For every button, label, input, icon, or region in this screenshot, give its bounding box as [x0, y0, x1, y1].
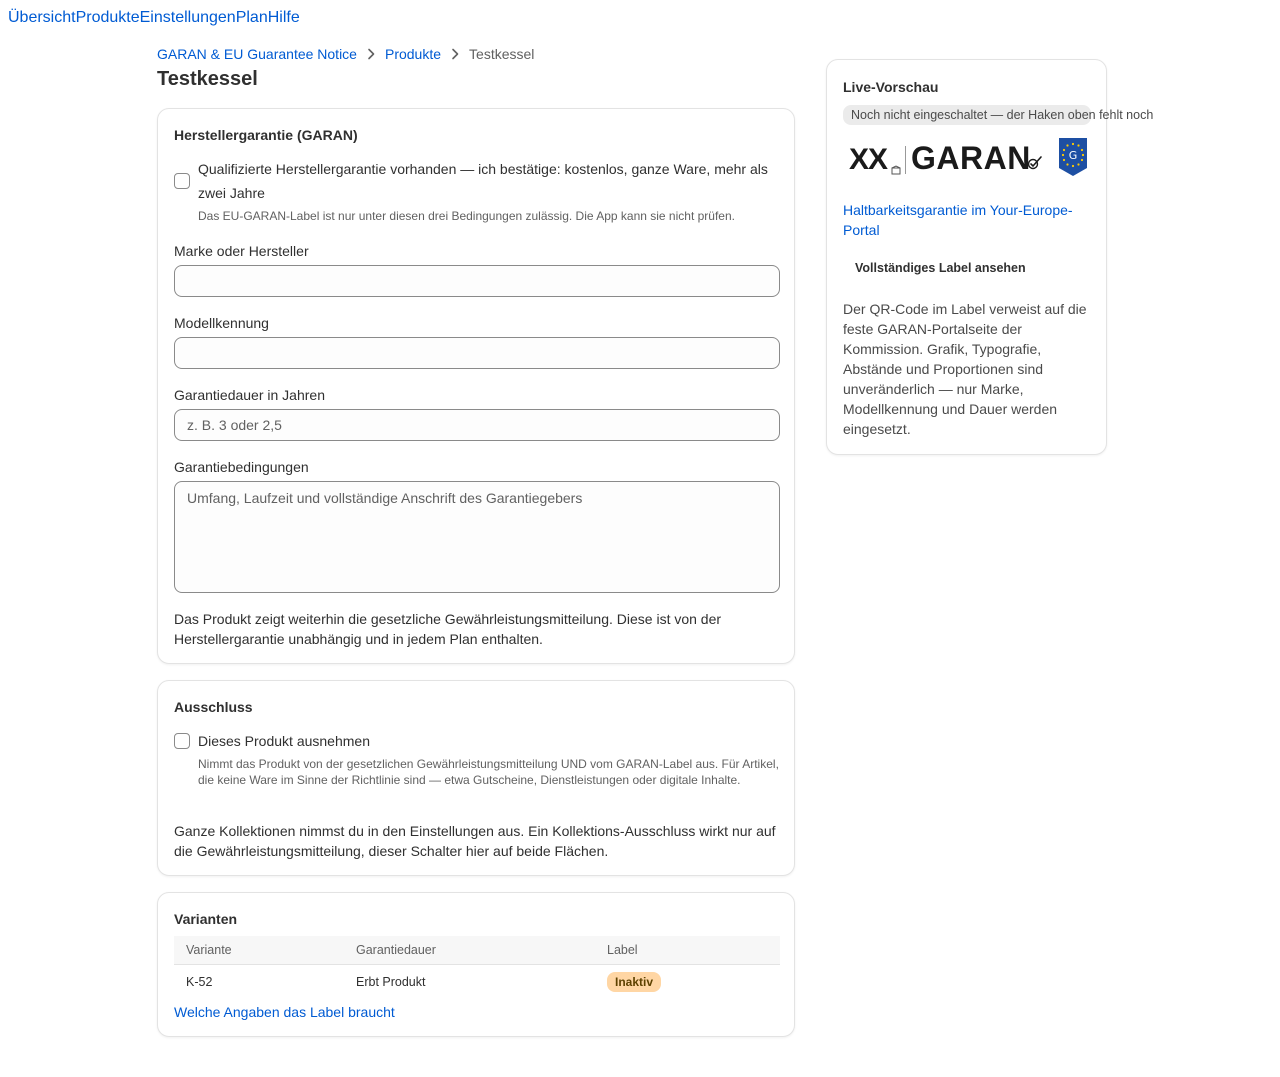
model-input[interactable] — [174, 337, 780, 369]
variants-table — [174, 936, 780, 1000]
table-header-row — [174, 936, 780, 964]
ausschluss-card — [157, 680, 795, 876]
ausschluss-card-title: Ausschluss — [174, 699, 253, 715]
terms-label: Garantiebedingungen — [174, 459, 309, 475]
nav-item-einstellungen[interactable]: Einstellungen — [139, 9, 236, 26]
chevron-right-icon — [451, 48, 459, 60]
variant-duration: Erbt Produkt — [356, 975, 426, 990]
garantie-card-title: Herstellergarantie (GARAN) — [174, 127, 358, 143]
table-row — [174, 964, 780, 1000]
varianten-card — [157, 892, 795, 1037]
garantie-card — [157, 108, 795, 664]
garantie-checkbox-help: Das EU-GARAN-Label ist nur unter diesen drei Bedingungen zulässig. Die App kann sie nicht prüfen. — [198, 209, 735, 223]
garantie-checkbox-label[interactable]: Qualifizierte Herstellergarantie vorhanden — ich bestätige: kostenlos, ganze Ware, mehr als zwei Jahre — [198, 161, 768, 201]
portal-link[interactable]: Haltbarkeitsgarantie im Your-Europe-Portal — [843, 202, 1073, 238]
nav-item-hilfe[interactable]: Hilfe — [267, 9, 300, 26]
ausschluss-checkbox-row — [174, 729, 780, 753]
model-label: Modellkennung — [174, 315, 269, 331]
preview-card-title: Live-Vorschau — [843, 79, 939, 95]
status-badge: Inaktiv — [607, 972, 661, 992]
preview-status-badge: Noch nicht eingeschaltet — der Haken oben fehlt noch — [843, 105, 1091, 125]
nav-item-produkte[interactable]: Produkte — [75, 9, 140, 26]
chevron-right-icon — [367, 48, 375, 60]
terms-textarea[interactable] — [174, 481, 780, 593]
label-requirements-link[interactable]: Welche Angaben das Label braucht — [174, 1004, 395, 1020]
label-garan-wordmark: GARAN — [911, 140, 1031, 176]
variant-label-cell — [595, 964, 780, 1000]
variant-name: K-52 — [186, 975, 213, 990]
ausschluss-note: Ganze Kollektionen nimmst du in den Einstellungen aus. Ein Kollektions-Ausschluss wirkt nur auf die Gewährleistungsmitteilung, dieser Schalter hier auf beide Flächen. — [174, 823, 776, 859]
garantie-note: Das Produkt zeigt weiterhin die gesetzliche Gewährleistungsmitteilung. Diese ist von der Herstellergarantie unabhängig und in jedem Plan enthalten. — [174, 611, 722, 647]
breadcrumb — [157, 45, 534, 63]
label-brand-placeholder: XX — [849, 143, 888, 176]
column-header-label: Label — [595, 936, 780, 964]
ausschluss-checkbox-help: Nimmt das Produkt von der gesetzlichen Gewährleistungsmitteilung UND vom GARAN-Label aus. Für Artikel, die keine Ware im Sinne der Richtlinie sind — etwa Gutscheine, Dienstleistungen oder digitale Inhalte. — [198, 757, 779, 787]
garantie-checkbox-row — [174, 157, 780, 205]
top-nav — [8, 8, 300, 28]
breadcrumb-app[interactable]: GARAN & EU Guarantee Notice — [157, 46, 357, 62]
nav-item-plan[interactable]: Plan — [235, 9, 268, 26]
breadcrumb-produkte[interactable]: Produkte — [384, 46, 442, 62]
brand-input[interactable] — [174, 265, 780, 297]
ausschluss-checkbox-label[interactable]: Dieses Produkt ausnehmen — [198, 733, 370, 749]
duration-input[interactable] — [174, 409, 780, 441]
eu-emblem-letter: G — [1068, 149, 1078, 162]
view-full-label-button[interactable]: Vollständiges Label ansehen — [855, 261, 1026, 275]
varianten-card-title: Varianten — [174, 911, 238, 927]
column-header-variante: Variante — [174, 936, 344, 964]
garantie-checkbox[interactable] — [174, 173, 190, 189]
nav-item-uebersicht[interactable]: Übersicht — [8, 9, 76, 26]
small-building-icon — [891, 162, 901, 180]
duration-label: Garantiedauer in Jahren — [174, 387, 325, 403]
preview-description: Der QR-Code im Label verweist auf die feste GARAN-Portalseite der Kommission. Grafik, Typografie, Abstände und Proportionen sind unveränderlich — nur Marke, Modellkennung und Dauer werden eingesetzt. — [843, 301, 1087, 437]
ausschluss-checkbox[interactable] — [174, 733, 190, 749]
checkmark-icon — [1027, 156, 1043, 175]
breadcrumb-current: Testkessel — [469, 46, 535, 62]
column-header-garantiedauer: Garantiedauer — [344, 936, 595, 964]
brand-label: Marke oder Hersteller — [174, 243, 309, 259]
preview-card — [826, 59, 1154, 455]
garan-label-preview — [849, 138, 1089, 182]
page-title: Testkessel — [157, 68, 258, 90]
eu-emblem-icon — [1059, 138, 1087, 181]
label-divider — [905, 146, 906, 174]
